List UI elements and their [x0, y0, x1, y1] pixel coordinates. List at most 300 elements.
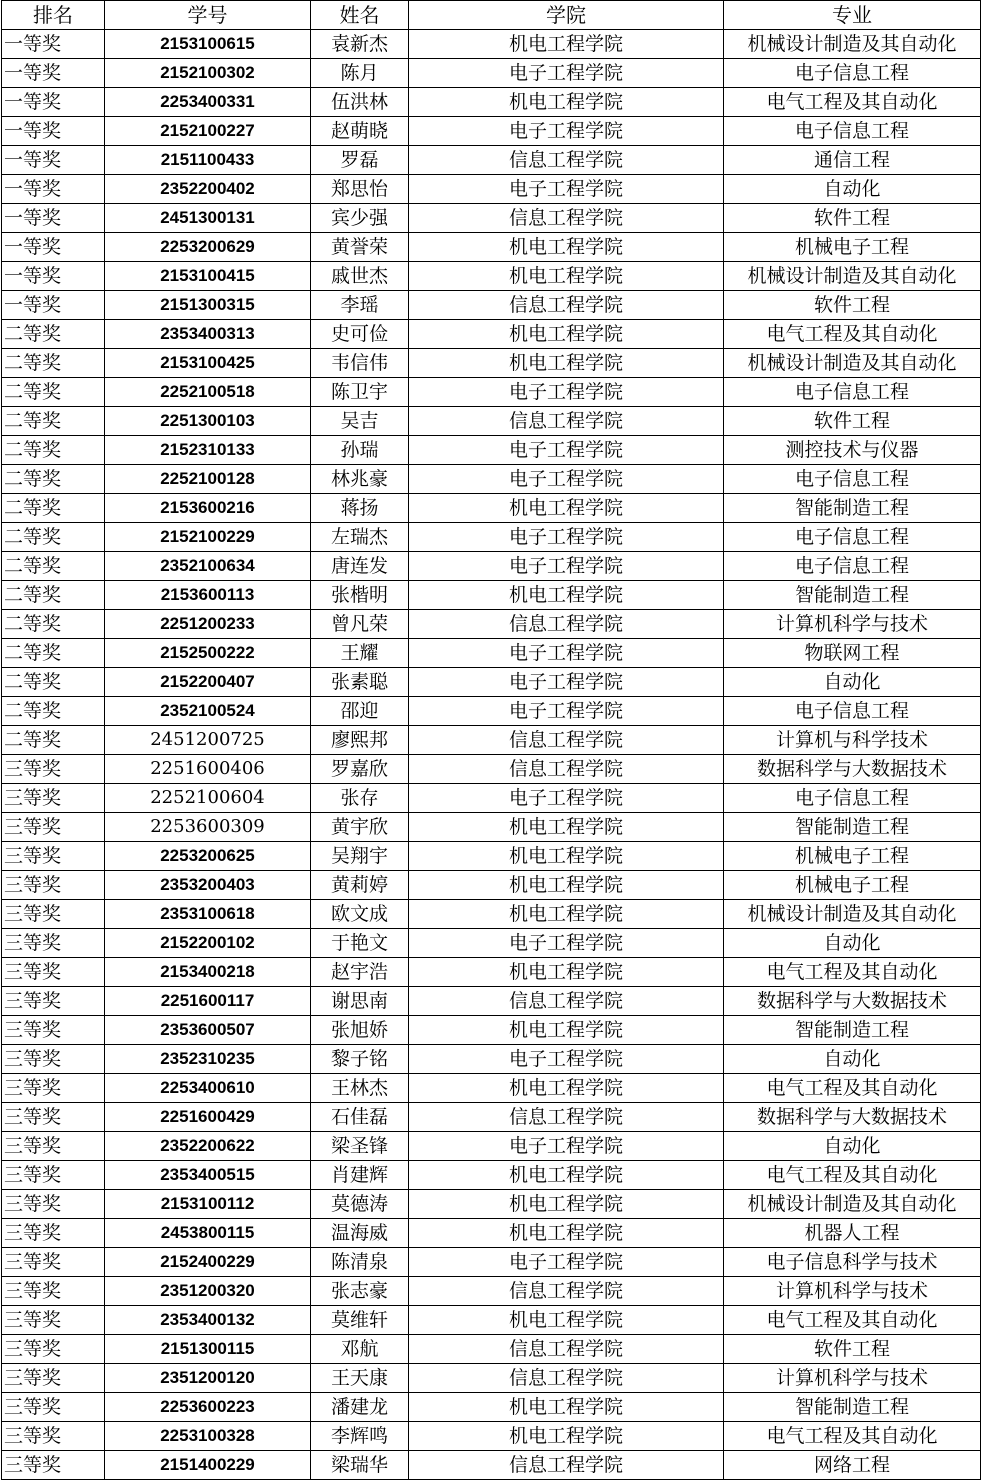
table-row — [2, 349, 981, 378]
name-cell: 谢思南 — [311, 987, 409, 1016]
header-college: 学院 — [409, 1, 724, 30]
table-row — [2, 958, 981, 987]
table-row — [2, 30, 981, 59]
table-row — [2, 1016, 981, 1045]
college-cell: 信息工程学院 — [409, 146, 724, 175]
table-row — [2, 407, 981, 436]
major-cell: 测控技术与仪器 — [724, 436, 981, 465]
table-row — [2, 755, 981, 784]
name-cell: 吴翔宇 — [311, 842, 409, 871]
major-cell: 电子信息工程 — [724, 784, 981, 813]
name-cell: 张志豪 — [311, 1277, 409, 1306]
name-cell: 张素聪 — [311, 668, 409, 697]
table-row — [2, 581, 981, 610]
name-cell: 莫维轩 — [311, 1306, 409, 1335]
rank-cell: 三等奖 — [2, 1422, 105, 1451]
rank-cell: 二等奖 — [2, 407, 105, 436]
student-id-cell: 2352200622 — [105, 1132, 311, 1161]
major-cell: 数据科学与大数据技术 — [724, 1103, 981, 1132]
college-cell: 机电工程学院 — [409, 1306, 724, 1335]
student-id-cell: 2151100433 — [105, 146, 311, 175]
college-cell: 信息工程学院 — [409, 726, 724, 755]
name-cell: 廖熙邦 — [311, 726, 409, 755]
major-cell: 网络工程 — [724, 1451, 981, 1480]
rank-cell: 三等奖 — [2, 1393, 105, 1422]
student-id-cell: 2353200403 — [105, 871, 311, 900]
college-cell: 信息工程学院 — [409, 755, 724, 784]
name-cell: 戚世杰 — [311, 262, 409, 291]
college-cell: 信息工程学院 — [409, 1277, 724, 1306]
table-row — [2, 146, 981, 175]
major-cell: 智能制造工程 — [724, 1016, 981, 1045]
college-cell: 机电工程学院 — [409, 1016, 724, 1045]
rank-cell: 三等奖 — [2, 1132, 105, 1161]
major-cell: 机械设计制造及其自动化 — [724, 900, 981, 929]
major-cell: 电子信息工程 — [724, 523, 981, 552]
major-cell: 电子信息工程 — [724, 59, 981, 88]
table-row — [2, 1248, 981, 1277]
table-row — [2, 320, 981, 349]
name-cell: 梁瑞华 — [311, 1451, 409, 1480]
major-cell: 电气工程及其自动化 — [724, 88, 981, 117]
major-cell: 机械设计制造及其自动化 — [724, 30, 981, 59]
table-row — [2, 929, 981, 958]
name-cell: 唐连发 — [311, 552, 409, 581]
table-row — [2, 204, 981, 233]
college-cell: 信息工程学院 — [409, 291, 724, 320]
student-id-cell: 2253200625 — [105, 842, 311, 871]
name-cell: 邓航 — [311, 1335, 409, 1364]
name-cell: 黄宇欣 — [311, 813, 409, 842]
rank-cell: 三等奖 — [2, 1306, 105, 1335]
major-cell: 机械设计制造及其自动化 — [724, 262, 981, 291]
major-cell: 电子信息工程 — [724, 465, 981, 494]
student-id-cell: 2253400610 — [105, 1074, 311, 1103]
student-id-cell: 2351200320 — [105, 1277, 311, 1306]
name-cell: 吴吉 — [311, 407, 409, 436]
table-row — [2, 262, 981, 291]
rank-cell: 三等奖 — [2, 755, 105, 784]
student-id-cell: 2352200402 — [105, 175, 311, 204]
table-row — [2, 1219, 981, 1248]
table-row — [2, 59, 981, 88]
student-id-cell: 2152100227 — [105, 117, 311, 146]
table-row — [2, 117, 981, 146]
table-header — [2, 1, 981, 30]
college-cell: 机电工程学院 — [409, 958, 724, 987]
student-id-cell: 2253200629 — [105, 233, 311, 262]
major-cell: 机械设计制造及其自动化 — [724, 1190, 981, 1219]
college-cell: 机电工程学院 — [409, 1074, 724, 1103]
college-cell: 机电工程学院 — [409, 349, 724, 378]
rank-cell: 三等奖 — [2, 1190, 105, 1219]
rank-cell: 三等奖 — [2, 1451, 105, 1480]
student-id-cell: 2451300131 — [105, 204, 311, 233]
table-row — [2, 1393, 981, 1422]
name-cell: 欧文成 — [311, 900, 409, 929]
student-id-cell: 2253600223 — [105, 1393, 311, 1422]
name-cell: 王林杰 — [311, 1074, 409, 1103]
rank-cell: 二等奖 — [2, 581, 105, 610]
student-id-cell: 2451200725 — [105, 726, 311, 755]
name-cell: 李辉鸣 — [311, 1422, 409, 1451]
major-cell: 电子信息科学与技术 — [724, 1248, 981, 1277]
major-cell: 电气工程及其自动化 — [724, 320, 981, 349]
rank-cell: 二等奖 — [2, 523, 105, 552]
rank-cell: 三等奖 — [2, 1364, 105, 1393]
rank-cell: 三等奖 — [2, 1016, 105, 1045]
rank-cell: 三等奖 — [2, 784, 105, 813]
name-cell: 肖建辉 — [311, 1161, 409, 1190]
major-cell: 自动化 — [724, 1045, 981, 1074]
college-cell: 信息工程学院 — [409, 1103, 724, 1132]
rank-cell: 二等奖 — [2, 610, 105, 639]
table-row — [2, 88, 981, 117]
rank-cell: 一等奖 — [2, 30, 105, 59]
major-cell: 数据科学与大数据技术 — [724, 987, 981, 1016]
name-cell: 张楷明 — [311, 581, 409, 610]
table-row — [2, 233, 981, 262]
college-cell: 电子工程学院 — [409, 929, 724, 958]
college-cell: 机电工程学院 — [409, 320, 724, 349]
name-cell: 赵宇浩 — [311, 958, 409, 987]
rank-cell: 三等奖 — [2, 1103, 105, 1132]
college-cell: 电子工程学院 — [409, 1248, 724, 1277]
rank-cell: 三等奖 — [2, 1074, 105, 1103]
student-id-cell: 2153100425 — [105, 349, 311, 378]
table-body — [2, 30, 981, 1480]
college-cell: 信息工程学院 — [409, 1335, 724, 1364]
student-id-cell: 2152400229 — [105, 1248, 311, 1277]
rank-cell: 二等奖 — [2, 494, 105, 523]
rank-cell: 一等奖 — [2, 59, 105, 88]
college-cell: 信息工程学院 — [409, 204, 724, 233]
name-cell: 林兆豪 — [311, 465, 409, 494]
college-cell: 机电工程学院 — [409, 1219, 724, 1248]
student-id-cell: 2251600117 — [105, 987, 311, 1016]
header-name: 姓名 — [311, 1, 409, 30]
college-cell: 机电工程学院 — [409, 842, 724, 871]
rank-cell: 二等奖 — [2, 668, 105, 697]
table-row — [2, 1306, 981, 1335]
table-row — [2, 1190, 981, 1219]
college-cell: 信息工程学院 — [409, 1451, 724, 1480]
major-cell: 机械电子工程 — [724, 871, 981, 900]
name-cell: 陈清泉 — [311, 1248, 409, 1277]
college-cell: 机电工程学院 — [409, 871, 724, 900]
table-row — [2, 1422, 981, 1451]
table-row — [2, 436, 981, 465]
major-cell: 电子信息工程 — [724, 378, 981, 407]
student-id-cell: 2152310133 — [105, 436, 311, 465]
student-id-cell: 2253400331 — [105, 88, 311, 117]
table-row — [2, 1277, 981, 1306]
major-cell: 机械电子工程 — [724, 233, 981, 262]
student-id-cell: 2151300315 — [105, 291, 311, 320]
rank-cell: 一等奖 — [2, 88, 105, 117]
college-cell: 机电工程学院 — [409, 494, 724, 523]
rank-cell: 三等奖 — [2, 929, 105, 958]
rank-cell: 一等奖 — [2, 262, 105, 291]
rank-cell: 二等奖 — [2, 697, 105, 726]
name-cell: 罗磊 — [311, 146, 409, 175]
major-cell: 计算机科学与技术 — [724, 1277, 981, 1306]
rank-cell: 一等奖 — [2, 117, 105, 146]
major-cell: 软件工程 — [724, 407, 981, 436]
major-cell: 电气工程及其自动化 — [724, 958, 981, 987]
table-row — [2, 639, 981, 668]
name-cell: 陈月 — [311, 59, 409, 88]
college-cell: 机电工程学院 — [409, 233, 724, 262]
name-cell: 孙瑞 — [311, 436, 409, 465]
major-cell: 机器人工程 — [724, 1219, 981, 1248]
major-cell: 计算机科学与技术 — [724, 610, 981, 639]
table-row — [2, 842, 981, 871]
table-row — [2, 813, 981, 842]
name-cell: 史可俭 — [311, 320, 409, 349]
rank-cell: 二等奖 — [2, 436, 105, 465]
student-id-cell: 2251600429 — [105, 1103, 311, 1132]
name-cell: 王耀 — [311, 639, 409, 668]
name-cell: 潘建龙 — [311, 1393, 409, 1422]
college-cell: 电子工程学院 — [409, 117, 724, 146]
table-row — [2, 175, 981, 204]
rank-cell: 三等奖 — [2, 1219, 105, 1248]
table-row — [2, 987, 981, 1016]
student-id-cell: 2153600113 — [105, 581, 311, 610]
student-id-cell: 2152100229 — [105, 523, 311, 552]
major-cell: 数据科学与大数据技术 — [724, 755, 981, 784]
rank-cell: 三等奖 — [2, 1277, 105, 1306]
student-id-cell: 2353100618 — [105, 900, 311, 929]
student-id-cell: 2251200233 — [105, 610, 311, 639]
name-cell: 赵萌晓 — [311, 117, 409, 146]
name-cell: 袁新杰 — [311, 30, 409, 59]
major-cell: 智能制造工程 — [724, 813, 981, 842]
name-cell: 曾凡荣 — [311, 610, 409, 639]
major-cell: 通信工程 — [724, 146, 981, 175]
rank-cell: 二等奖 — [2, 726, 105, 755]
college-cell: 电子工程学院 — [409, 639, 724, 668]
student-id-cell: 2152200407 — [105, 668, 311, 697]
table-row — [2, 1335, 981, 1364]
rank-cell: 一等奖 — [2, 204, 105, 233]
major-cell: 软件工程 — [724, 291, 981, 320]
college-cell: 电子工程学院 — [409, 378, 724, 407]
student-id-cell: 2152200102 — [105, 929, 311, 958]
name-cell: 张存 — [311, 784, 409, 813]
table-row — [2, 1451, 981, 1480]
major-cell: 电子信息工程 — [724, 552, 981, 581]
student-id-cell: 2153100112 — [105, 1190, 311, 1219]
college-cell: 机电工程学院 — [409, 1393, 724, 1422]
header-row — [2, 1, 981, 30]
college-cell: 信息工程学院 — [409, 1364, 724, 1393]
student-id-cell: 2352100524 — [105, 697, 311, 726]
student-id-cell: 2153100615 — [105, 30, 311, 59]
college-cell: 电子工程学院 — [409, 1132, 724, 1161]
name-cell: 李瑶 — [311, 291, 409, 320]
table-row — [2, 697, 981, 726]
rank-cell: 一等奖 — [2, 291, 105, 320]
college-cell: 机电工程学院 — [409, 262, 724, 291]
major-cell: 电气工程及其自动化 — [724, 1422, 981, 1451]
name-cell: 陈卫宇 — [311, 378, 409, 407]
major-cell: 自动化 — [724, 668, 981, 697]
student-id-cell: 2151300115 — [105, 1335, 311, 1364]
header-student-id: 学号 — [105, 1, 311, 30]
major-cell: 智能制造工程 — [724, 581, 981, 610]
header-rank: 排名 — [2, 1, 105, 30]
college-cell: 机电工程学院 — [409, 581, 724, 610]
student-id-cell: 2353400132 — [105, 1306, 311, 1335]
rank-cell: 三等奖 — [2, 958, 105, 987]
college-cell: 电子工程学院 — [409, 436, 724, 465]
major-cell: 智能制造工程 — [724, 494, 981, 523]
major-cell: 计算机科学与技术 — [724, 1364, 981, 1393]
college-cell: 机电工程学院 — [409, 1190, 724, 1219]
college-cell: 机电工程学院 — [409, 1422, 724, 1451]
name-cell: 蒋扬 — [311, 494, 409, 523]
rank-cell: 三等奖 — [2, 842, 105, 871]
table-row — [2, 1132, 981, 1161]
student-id-cell: 2251600406 — [105, 755, 311, 784]
name-cell: 黎子铭 — [311, 1045, 409, 1074]
name-cell: 于艳文 — [311, 929, 409, 958]
table-row — [2, 871, 981, 900]
college-cell: 信息工程学院 — [409, 987, 724, 1016]
table-row — [2, 291, 981, 320]
student-id-cell: 2153600216 — [105, 494, 311, 523]
student-id-cell: 2353600507 — [105, 1016, 311, 1045]
college-cell: 电子工程学院 — [409, 175, 724, 204]
major-cell: 软件工程 — [724, 1335, 981, 1364]
college-cell: 电子工程学院 — [409, 59, 724, 88]
college-cell: 电子工程学院 — [409, 552, 724, 581]
major-cell: 机械设计制造及其自动化 — [724, 349, 981, 378]
student-id-cell: 2252100128 — [105, 465, 311, 494]
name-cell: 王天康 — [311, 1364, 409, 1393]
college-cell: 电子工程学院 — [409, 697, 724, 726]
student-id-cell: 2152500222 — [105, 639, 311, 668]
student-id-cell: 2153100415 — [105, 262, 311, 291]
college-cell: 电子工程学院 — [409, 523, 724, 552]
rank-cell: 二等奖 — [2, 465, 105, 494]
rank-cell: 三等奖 — [2, 1335, 105, 1364]
table-row — [2, 1161, 981, 1190]
name-cell: 张旭娇 — [311, 1016, 409, 1045]
major-cell: 电气工程及其自动化 — [724, 1161, 981, 1190]
table-row — [2, 784, 981, 813]
rank-cell: 二等奖 — [2, 639, 105, 668]
table-row — [2, 465, 981, 494]
rank-cell: 三等奖 — [2, 987, 105, 1016]
table-row — [2, 523, 981, 552]
name-cell: 罗嘉欣 — [311, 755, 409, 784]
name-cell: 莫德涛 — [311, 1190, 409, 1219]
rank-cell: 三等奖 — [2, 813, 105, 842]
college-cell: 机电工程学院 — [409, 900, 724, 929]
college-cell: 机电工程学院 — [409, 1161, 724, 1190]
student-id-cell: 2252100604 — [105, 784, 311, 813]
name-cell: 韦信伟 — [311, 349, 409, 378]
major-cell: 电子信息工程 — [724, 697, 981, 726]
name-cell: 伍洪林 — [311, 88, 409, 117]
rank-cell: 一等奖 — [2, 233, 105, 262]
student-id-cell: 2352310235 — [105, 1045, 311, 1074]
table-row — [2, 494, 981, 523]
name-cell: 宾少强 — [311, 204, 409, 233]
student-id-cell: 2151400229 — [105, 1451, 311, 1480]
rank-cell: 一等奖 — [2, 146, 105, 175]
major-cell: 电气工程及其自动化 — [724, 1306, 981, 1335]
table-row — [2, 900, 981, 929]
name-cell: 郑思怡 — [311, 175, 409, 204]
college-cell: 机电工程学院 — [409, 88, 724, 117]
rank-cell: 二等奖 — [2, 320, 105, 349]
table-row — [2, 1103, 981, 1132]
name-cell: 石佳磊 — [311, 1103, 409, 1132]
major-cell: 电气工程及其自动化 — [724, 1074, 981, 1103]
major-cell: 机械电子工程 — [724, 842, 981, 871]
college-cell: 机电工程学院 — [409, 30, 724, 59]
header-major: 专业 — [724, 1, 981, 30]
student-id-cell: 2152100302 — [105, 59, 311, 88]
major-cell: 自动化 — [724, 1132, 981, 1161]
college-cell: 电子工程学院 — [409, 1045, 724, 1074]
table-row — [2, 1074, 981, 1103]
rank-cell: 二等奖 — [2, 349, 105, 378]
major-cell: 计算机与科学技术 — [724, 726, 981, 755]
student-id-cell: 2353400515 — [105, 1161, 311, 1190]
rank-cell: 一等奖 — [2, 175, 105, 204]
table-row — [2, 378, 981, 407]
rank-cell: 三等奖 — [2, 1045, 105, 1074]
table-row — [2, 1045, 981, 1074]
college-cell: 电子工程学院 — [409, 784, 724, 813]
college-cell: 机电工程学院 — [409, 813, 724, 842]
student-id-cell: 2353400313 — [105, 320, 311, 349]
table-row — [2, 726, 981, 755]
table-row — [2, 1364, 981, 1393]
rank-cell: 二等奖 — [2, 378, 105, 407]
college-cell: 信息工程学院 — [409, 610, 724, 639]
major-cell: 智能制造工程 — [724, 1393, 981, 1422]
name-cell: 黄莉婷 — [311, 871, 409, 900]
college-cell: 信息工程学院 — [409, 407, 724, 436]
student-id-cell: 2453800115 — [105, 1219, 311, 1248]
student-id-cell: 2253100328 — [105, 1422, 311, 1451]
student-id-cell: 2253600309 — [105, 813, 311, 842]
student-id-cell: 2153400218 — [105, 958, 311, 987]
table-row — [2, 668, 981, 697]
student-id-cell: 2251300103 — [105, 407, 311, 436]
table-row — [2, 552, 981, 581]
major-cell: 电子信息工程 — [724, 117, 981, 146]
award-table — [1, 0, 981, 1480]
rank-cell: 三等奖 — [2, 871, 105, 900]
major-cell: 物联网工程 — [724, 639, 981, 668]
student-id-cell: 2351200120 — [105, 1364, 311, 1393]
student-id-cell: 2252100518 — [105, 378, 311, 407]
major-cell: 软件工程 — [724, 204, 981, 233]
major-cell: 自动化 — [724, 175, 981, 204]
college-cell: 电子工程学院 — [409, 465, 724, 494]
name-cell: 温海威 — [311, 1219, 409, 1248]
student-id-cell: 2352100634 — [105, 552, 311, 581]
name-cell: 梁圣锋 — [311, 1132, 409, 1161]
rank-cell: 三等奖 — [2, 1248, 105, 1277]
